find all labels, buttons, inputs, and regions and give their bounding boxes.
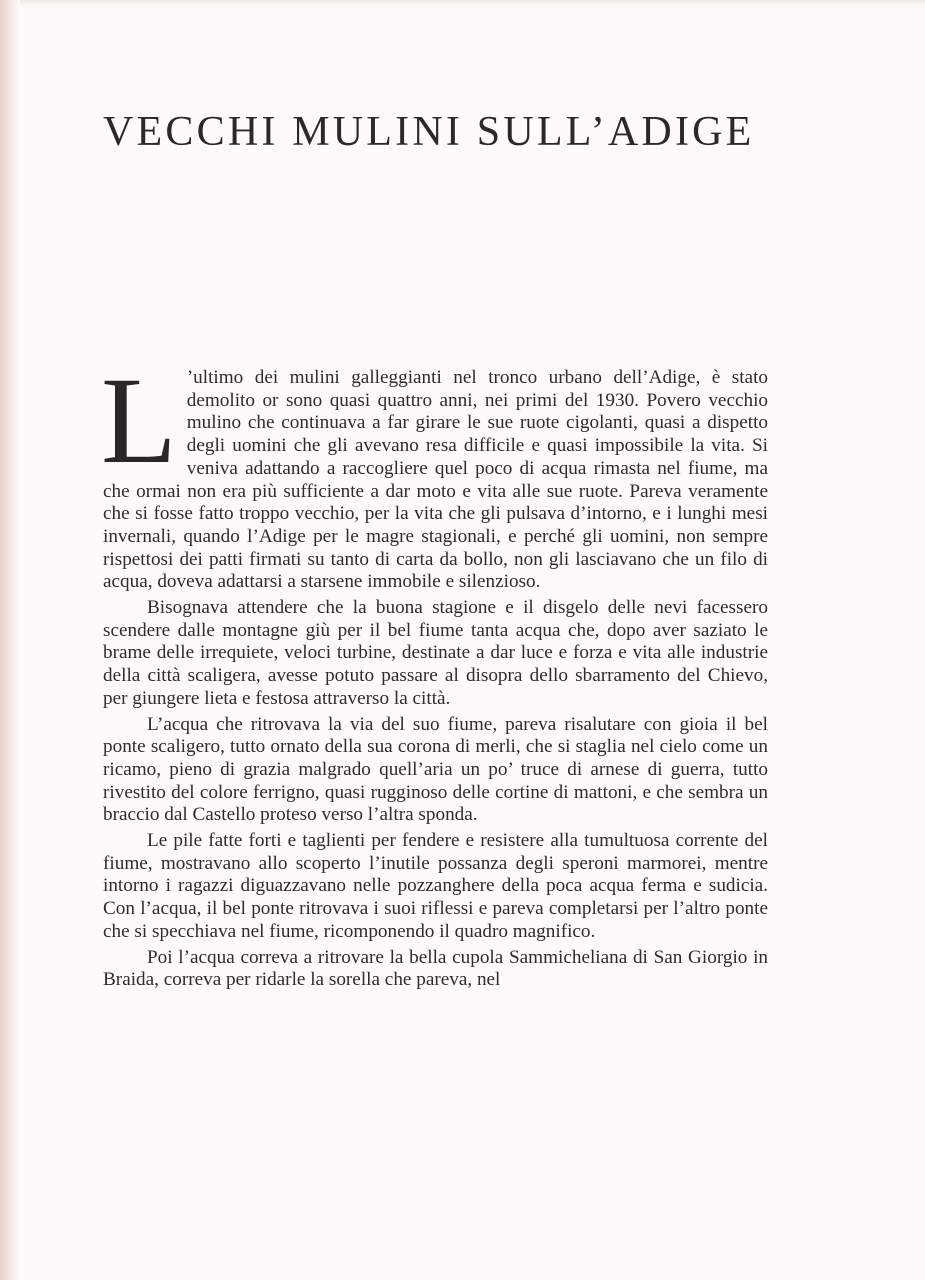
page-top-edge bbox=[20, 0, 925, 6]
paragraph-5: Poi l’acqua correva a ritrovare la bella cupola Sammicheliana di San Giorgio in Braida, correva per ridarle la sorella che pareva, nel bbox=[103, 946, 768, 991]
paragraph-1 bbox=[101, 352, 768, 594]
paragraph-3: L’acqua che ritrovava la via del suo fiume, pareva risalutare con gioia il bel ponte scaligero, tutto ornato della sua corona di merli, che si staglia nel cielo come un ricamo, pieno di grazia malgrado quell’aria un po’ truce di arnese di guerra, tutto rivestito del colore ferrigno, quasi rugginoso delle cortine di mattoni, e che sembra un braccio dal Castello proteso verso l’altra sponda. bbox=[103, 713, 768, 826]
paragraph-4: Le pile fatte forti e taglienti per fendere e resistere alla tumultuosa corrente del fiume, mostravano allo scoperto l’inutile possanza degli speroni marmorei, mentre intorno i ragazzi diguazzavano nelle pozzanghere della poca acqua ferma e sudicia. Con l’acqua, il bel ponte ritrovava i suoi riflessi e pareva completarsi per l’altro ponte che si specchiava nel fiume, ricomponendo il quadro magnifico. bbox=[103, 830, 768, 942]
paragraph-1-text: ’ultimo dei mulini galleggianti nel tronco urbano dell’Adige, è stato demolito or sono quasi quattro anni, nei primi del 1930. Povero vecchio mulino che continuava a far girare le sue ruote cigolanti, quasi a dispetto degli uomini che gli avevano resa difficile e quasi impossibile la vita. Si veniva adattando a raccogliere quel poco di acqua rimasta nel fiume, ma che ormai non era più sufficiente a dar moto e vita alle sue ruote. Pareva veramente che si fosse fatto troppo vecchio, per la vita che gli pulsava d’intorno, e i lunghi mesi invernali, quando l’Adige per le magre stagionali, e perché gli uomini, non sempre rispettosi dei patti firmati su tanto di carta da bollo, non gli lasciavano che un filo di acqua, doveva adattarsi a starsene immobile e silenzioso. bbox=[103, 367, 768, 593]
drop-cap: L bbox=[101, 352, 177, 489]
page-title: VECCHI MULINI SULL’ADIGE bbox=[103, 109, 755, 155]
paragraph-2: Bisognava attendere che la buona stagione e il disgelo delle nevi facessero scendere dalle montagne giù per il bel fiume tanta acqua che, dopo aver saziato le brame delle irrequiete, veloci turbine, destinate a dar luce e forza e vita alle industrie della città scaligera, avesse potuto passare al disopra dello sbarramento del Chievo, per giungere lieta e festosa attraverso la città. bbox=[103, 597, 768, 709]
body-text bbox=[101, 352, 768, 995]
binding-shadow bbox=[0, 0, 20, 1280]
